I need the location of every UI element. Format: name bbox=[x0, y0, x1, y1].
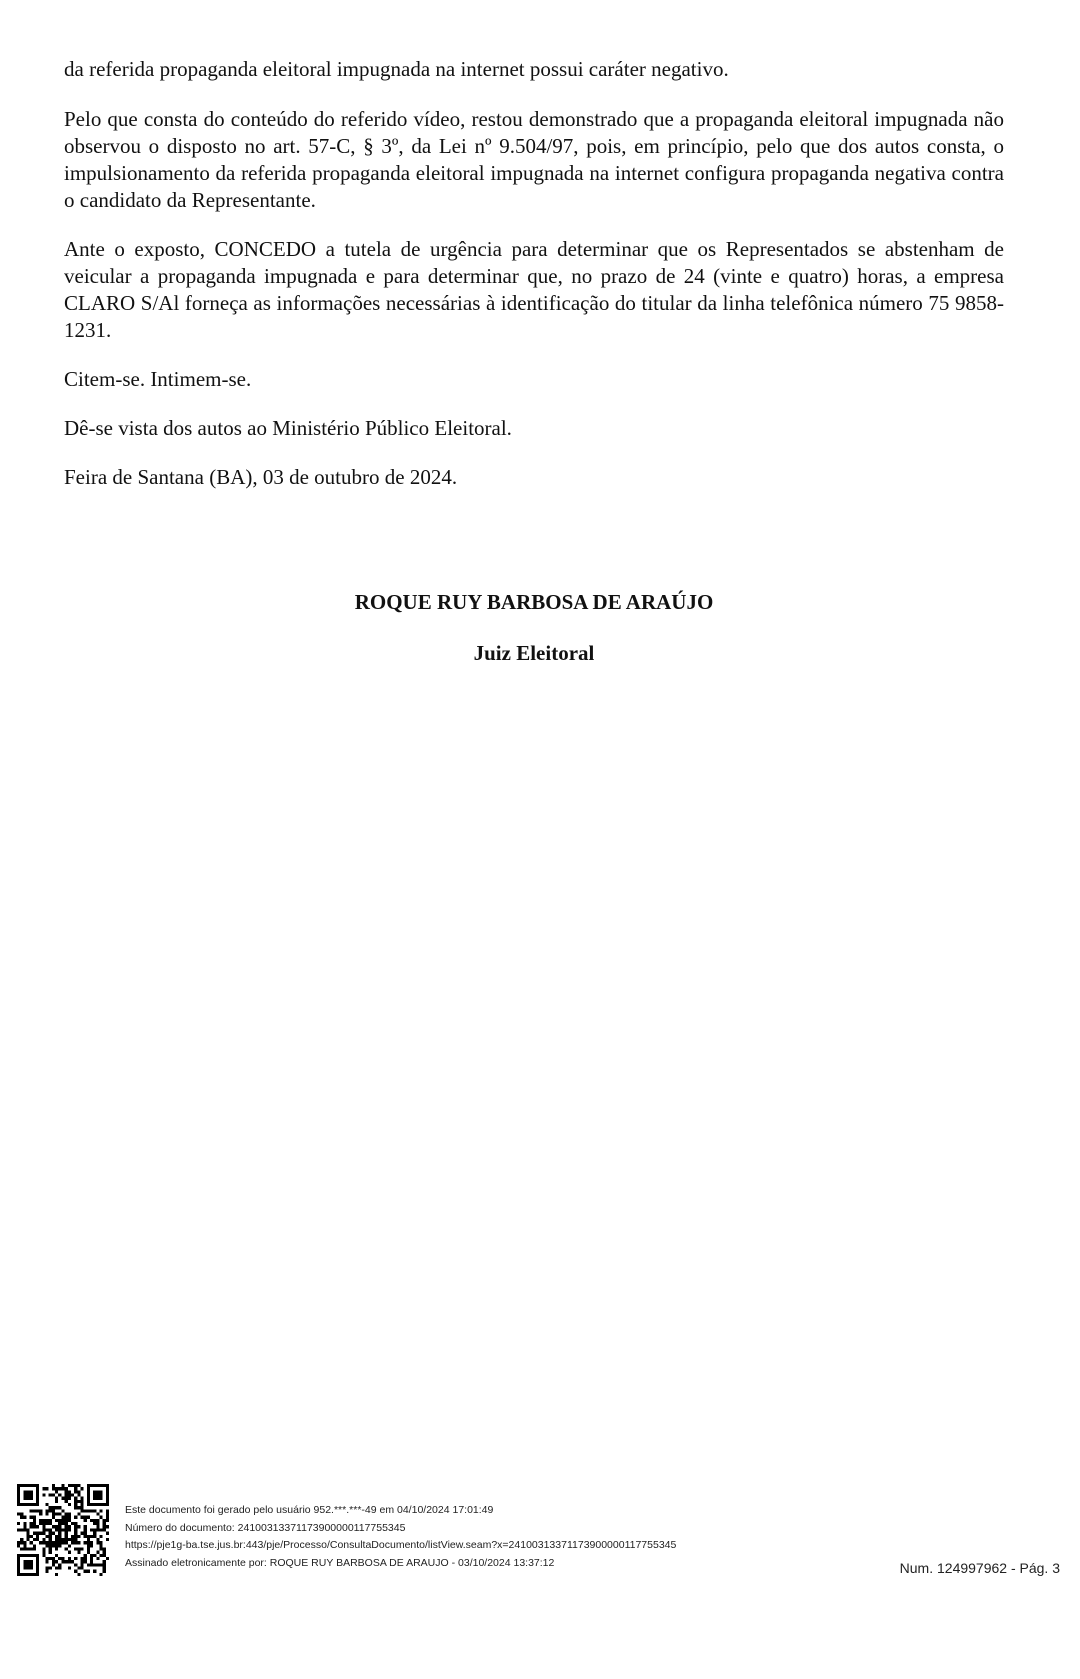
paragraph-2: Pelo que consta do conteúdo do referido vídeo, restou demonstrado que a propaganda eleitoral impugnada não observou o disposto no art. 57-C, § 3º, da Lei nº 9.504/97, pois, em princípio, pelo que dos autos consta, o impulsionamento da referida propaganda eleitoral impugnada na internet configura propaganda negativa contra o candidato da Representante. bbox=[64, 107, 1004, 212]
paragraph-6-date: Feira de Santana (BA), 03 de outubro de 2024. bbox=[64, 465, 458, 489]
signatory-name: ROQUE RUY BARBOSA DE ARAÚJO bbox=[354, 590, 714, 614]
document-body bbox=[64, 56, 1004, 513]
footer-url[interactable]: https://pje1g-ba.tse.jus.br:443/pje/Processo/ConsultaDocumento/listView.seam?x=24100313371173900000117755345 bbox=[125, 1539, 677, 1551]
paragraph-1: da referida propaganda eleitoral impugnada na internet possui caráter negativo. bbox=[64, 57, 729, 81]
footer-info bbox=[125, 1502, 676, 1572]
paragraph-5: Dê-se vista dos autos ao Ministério Público Eleitoral. bbox=[64, 416, 512, 440]
footer-signed-by: Assinado eletronicamente por: ROQUE RUY BARBOSA DE ARAUJO - 03/10/2024 13:37:12 bbox=[125, 1556, 555, 1569]
paragraph-4: Citem-se. Intimem-se. bbox=[64, 367, 252, 391]
paragraph-3: Ante o exposto, CONCEDO a tutela de urgência para determinar que os Representados se abstenham de veicular a propaganda impugnada e para determinar que, no prazo de 24 (vinte e quatro) horas, a empresa CLARO S/Al forneça as informações necessárias à identificação do titular da linha telefônica número 75 9858-1231. bbox=[64, 237, 1004, 342]
qr-code-icon bbox=[17, 1484, 109, 1576]
footer-generated-line: Este documento foi gerado pelo usuário 952.***.***-49 em 04/10/2024 17:01:49 bbox=[125, 1504, 494, 1516]
signatory-role: Juiz Eleitoral bbox=[473, 641, 595, 665]
page-number: Num. 124997962 - Pág. 3 bbox=[899, 1560, 1060, 1576]
footer-document-number: Número do documento: 24100313371173900000117755345 bbox=[125, 1521, 406, 1534]
